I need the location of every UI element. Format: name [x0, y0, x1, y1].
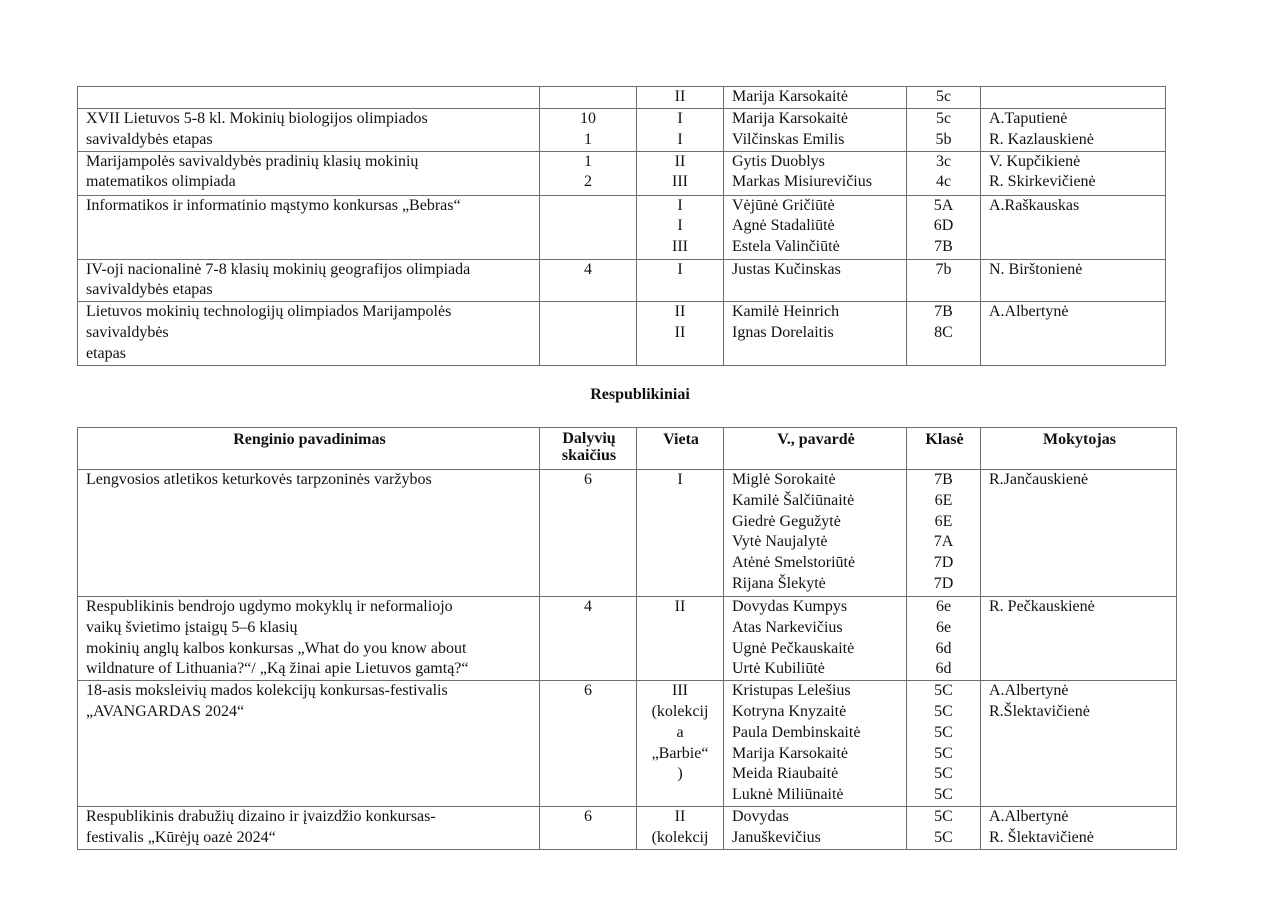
table-row [78, 681, 1177, 807]
student-names-cell [724, 87, 907, 109]
teacher-cell [981, 597, 1177, 681]
participant-count-line: 6 [584, 471, 592, 488]
student-names-line: Markas Misiurevičius [732, 173, 872, 191]
event-name-line: Respublikinis bendrojo ugdymo mokyklų ir neformaliojo [86, 598, 453, 615]
teacher-cell [981, 259, 1166, 302]
teacher-line: R. Skirkevičienė [989, 173, 1096, 191]
place-cell [637, 109, 724, 152]
participant-count-cell [540, 807, 637, 850]
teacher-cell [981, 87, 1166, 109]
event-name-line: matematikos olimpiada [86, 173, 236, 191]
class-line: 6d [935, 660, 952, 678]
class-line: 7B [934, 238, 953, 256]
participant-count-line: 6 [584, 682, 592, 700]
class-line: 7B [934, 303, 953, 321]
section-heading: Respublikiniai [590, 386, 690, 403]
student-names-line: Marija Karsokaitė [732, 744, 848, 762]
student-names-line: Vytė Naujalytė [732, 533, 828, 551]
place-line: I [677, 217, 683, 235]
class-line: 5C [934, 723, 953, 741]
class-line: 6d [935, 639, 952, 657]
place-line: (kolekcij [651, 702, 709, 720]
participant-count-line: 4 [584, 598, 592, 615]
place-line: „Barbie“ [651, 744, 709, 762]
class-line: 5C [934, 744, 953, 762]
event-name-cell [78, 109, 540, 152]
table-row [78, 87, 1166, 109]
place-line: (kolekcij [651, 828, 709, 846]
teacher-cell [981, 109, 1166, 152]
place-line: II [674, 323, 686, 341]
teacher-line: V. Kupčikienė [989, 152, 1081, 170]
table-row [78, 302, 1166, 365]
student-names-cell [724, 195, 907, 259]
teacher-cell [981, 807, 1177, 850]
event-name-line: „AVANGARDAS 2024“ [86, 702, 245, 720]
class-line: 7D [933, 554, 954, 572]
participant-count-cell [540, 302, 637, 365]
place-cell [637, 807, 724, 850]
student-names-line: Vėjūnė Gričiūtė [732, 196, 835, 214]
class-cell [907, 470, 981, 597]
event-name-line: savivaldybės etapas [86, 130, 213, 148]
student-names-cell [724, 259, 907, 302]
student-names-line: Miglė Sorokaitė [732, 471, 836, 488]
event-name-line: vaikų švietimo įstaigų 5–6 klasių [86, 618, 298, 636]
participant-count-cell [540, 87, 637, 109]
student-names-line: Marija Karsokaitė [732, 88, 848, 105]
class-line: 5C [934, 828, 953, 846]
header-participant-count [540, 428, 637, 470]
header-count-line1: Dalyvių [562, 430, 616, 447]
place-line: II [674, 598, 686, 615]
table-row [78, 597, 1177, 681]
event-name-cell [78, 302, 540, 365]
class-line: 6e [935, 618, 952, 636]
participant-count-line: 1 [584, 152, 592, 170]
class-line: 5A [933, 196, 954, 214]
event-name-line: mokinių anglų kalbos konkursas „What do you know about [86, 639, 467, 657]
table-row [78, 807, 1177, 850]
place-cell [637, 259, 724, 302]
event-name-cell [78, 597, 540, 681]
participant-count-line: 2 [584, 173, 592, 191]
class-line: 7b [935, 260, 952, 278]
place-cell [637, 597, 724, 681]
student-names-line: Justas Kučinskas [732, 260, 841, 278]
event-name-line: Lietuvos mokinių technologijų olimpiados Marijampolės [86, 303, 452, 321]
table-row [78, 109, 1166, 152]
header-count-line2: skaičius [561, 447, 617, 464]
place-line: ) [677, 765, 683, 783]
class-line: 6e [935, 598, 952, 615]
header-place: Vieta [637, 428, 724, 470]
event-name-line: wildnature of Lithuania?“/ „Ką žinai apie Lietuvos gamtą?“ [86, 660, 469, 678]
teacher-line: A.Albertynė [989, 682, 1069, 700]
class-line: 7D [933, 574, 954, 592]
class-line: 7B [934, 471, 953, 488]
event-name-line: Marijampolės savivaldybės pradinių klasių mokinių [86, 152, 419, 170]
participant-count-cell [540, 195, 637, 259]
class-cell [907, 195, 981, 259]
table-header-row [78, 428, 1177, 470]
class-line: 5b [935, 130, 952, 148]
student-names-line: Ugnė Pečkauskaitė [732, 639, 855, 657]
class-line: 5C [934, 682, 953, 700]
teacher-line: R. Pečkauskienė [989, 598, 1095, 615]
participant-count-cell [540, 470, 637, 597]
header-student-name: V., pavardė [724, 428, 907, 470]
place-line: II [674, 808, 686, 826]
place-line: a [676, 723, 684, 741]
student-names-cell [724, 681, 907, 807]
student-names-line: Marija Karsokaitė [732, 110, 848, 127]
student-names-line: Kamilė Šalčiūnaitė [732, 491, 855, 509]
event-name-line: 18-asis moksleivių mados kolekcijų konkursas-festivalis [86, 682, 448, 700]
class-line: 6D [933, 217, 954, 235]
class-line: 6E [934, 512, 953, 530]
event-name-line: Informatikos ir informatinio mąstymo konkursas „Bebras“ [86, 196, 461, 214]
place-cell [637, 302, 724, 365]
student-names-line: Atas Narkevičius [732, 618, 843, 636]
participant-count-cell [540, 597, 637, 681]
place-line: III [672, 238, 688, 256]
student-names-line: Estela Valinčiūtė [732, 238, 840, 256]
place-line: I [677, 196, 683, 214]
student-names-line: Ignas Dorelaitis [732, 323, 834, 341]
teacher-line: A.Albertynė [989, 303, 1069, 321]
event-name-line: savivaldybės [86, 323, 169, 341]
student-names-cell [724, 151, 907, 195]
student-names-line: Luknė Miliūnaitė [732, 786, 844, 804]
place-cell [637, 195, 724, 259]
class-line: 5C [934, 765, 953, 783]
table-row [78, 195, 1166, 259]
class-cell [907, 807, 981, 850]
national-results-table [77, 427, 1177, 850]
student-names-line: Giedrė Gegužytė [732, 512, 841, 530]
place-cell [637, 87, 724, 109]
class-line: 5C [934, 702, 953, 720]
participant-count-line: 1 [584, 130, 592, 148]
participant-count-cell [540, 151, 637, 195]
teacher-cell [981, 151, 1166, 195]
teacher-line: A.Taputienė [989, 110, 1068, 127]
event-name-cell [78, 87, 540, 109]
student-names-cell [724, 470, 907, 597]
participant-count-cell [540, 109, 637, 152]
event-name-cell [78, 195, 540, 259]
student-names-line: Gytis Duoblys [732, 152, 825, 170]
event-name-cell [78, 151, 540, 195]
place-line: III [672, 682, 688, 700]
class-cell [907, 87, 981, 109]
event-name-line: savivaldybės etapas [86, 281, 213, 299]
student-names-line: Dovydas [732, 808, 789, 826]
student-names-line: Urtė Kubiliūtė [732, 660, 825, 678]
teacher-cell [981, 302, 1166, 365]
class-line: 3c [935, 152, 952, 170]
place-cell [637, 470, 724, 597]
event-name-line: etapas [86, 344, 126, 362]
teacher-line: R. Šlektavičienė [989, 828, 1094, 846]
event-name-line: Respublikinis drabužių dizaino ir įvaizdžio konkursas- [86, 808, 436, 826]
event-name-cell [78, 681, 540, 807]
place-line: III [672, 173, 688, 191]
student-names-line: Paula Dembinskaitė [732, 723, 861, 741]
place-line: I [677, 260, 683, 278]
student-names-line: Meida Riaubaitė [732, 765, 839, 783]
place-cell [637, 681, 724, 807]
student-names-line: Kamilė Heinrich [732, 303, 840, 321]
class-line: 5c [935, 110, 952, 127]
student-names-line: Kotryna Knyzaitė [732, 702, 847, 720]
student-names-line: Januškevičius [732, 828, 821, 846]
class-line: 5c [935, 88, 952, 105]
class-line: 6E [934, 491, 953, 509]
class-cell [907, 151, 981, 195]
class-line: 7A [933, 533, 954, 551]
student-names-line: Agnė Stadaliūtė [732, 217, 835, 235]
school-level-results-table [77, 86, 1166, 366]
event-name-line: Lengvosios atletikos keturkovės tarpzoninės varžybos [86, 471, 432, 488]
student-names-line: Dovydas Kumpys [732, 598, 848, 615]
student-names-cell [724, 807, 907, 850]
class-line: 8C [934, 323, 953, 341]
place-line: I [677, 130, 683, 148]
bottom-table-body [78, 470, 1177, 850]
place-cell [637, 151, 724, 195]
participant-count-line: 10 [580, 110, 596, 127]
header-teacher: Mokytojas [981, 428, 1177, 470]
header-class: Klasė [907, 428, 981, 470]
class-cell [907, 109, 981, 152]
teacher-cell [981, 470, 1177, 597]
event-name-line: XVII Lietuvos 5-8 kl. Mokinių biologijos olimpiados [86, 110, 428, 127]
teacher-line: R.Jančauskienė [989, 471, 1089, 488]
teacher-line: R.Šlektavičienė [989, 702, 1090, 720]
participant-count-line: 4 [584, 260, 592, 278]
class-line: 4c [935, 173, 952, 191]
student-names-line: Vilčinskas Emilis [732, 130, 845, 148]
table-row [78, 259, 1166, 302]
place-line: I [677, 471, 683, 488]
place-line: II [674, 152, 686, 170]
student-names-line: Atėnė Smelstoriūtė [732, 554, 856, 572]
event-name-line: festivalis „Kūrėjų oazė 2024“ [86, 828, 276, 846]
class-cell [907, 681, 981, 807]
participant-count-line: 6 [584, 808, 592, 826]
event-name-cell [78, 470, 540, 597]
place-line: II [674, 303, 686, 321]
teacher-line: R. Kazlauskienė [989, 130, 1094, 148]
class-cell [907, 259, 981, 302]
teacher-line: N. Birštonienė [989, 260, 1083, 278]
table-row [78, 151, 1166, 195]
student-names-line: Rijana Šlekytė [732, 574, 826, 592]
student-names-cell [724, 302, 907, 365]
student-names-line: Kristupas Lelešius [732, 682, 851, 700]
participant-count-cell [540, 259, 637, 302]
teacher-line: A.Albertynė [989, 808, 1069, 826]
student-names-cell [724, 597, 907, 681]
student-names-cell [724, 109, 907, 152]
place-line: I [677, 110, 683, 127]
event-name-cell [78, 259, 540, 302]
class-cell [907, 302, 981, 365]
teacher-cell [981, 681, 1177, 807]
class-line: 5C [934, 808, 953, 826]
event-name-line: IV-oji nacionalinė 7-8 klasių mokinių geografijos olimpiada [86, 260, 471, 278]
event-name-cell [78, 807, 540, 850]
teacher-line: A.Raškauskas [989, 196, 1080, 214]
class-cell [907, 597, 981, 681]
header-event-name: Renginio pavadinimas [78, 428, 540, 470]
teacher-cell [981, 195, 1166, 259]
table-row [78, 470, 1177, 597]
participant-count-cell [540, 681, 637, 807]
class-line: 5C [934, 786, 953, 804]
place-line: II [674, 88, 686, 105]
top-table-body [78, 87, 1166, 366]
